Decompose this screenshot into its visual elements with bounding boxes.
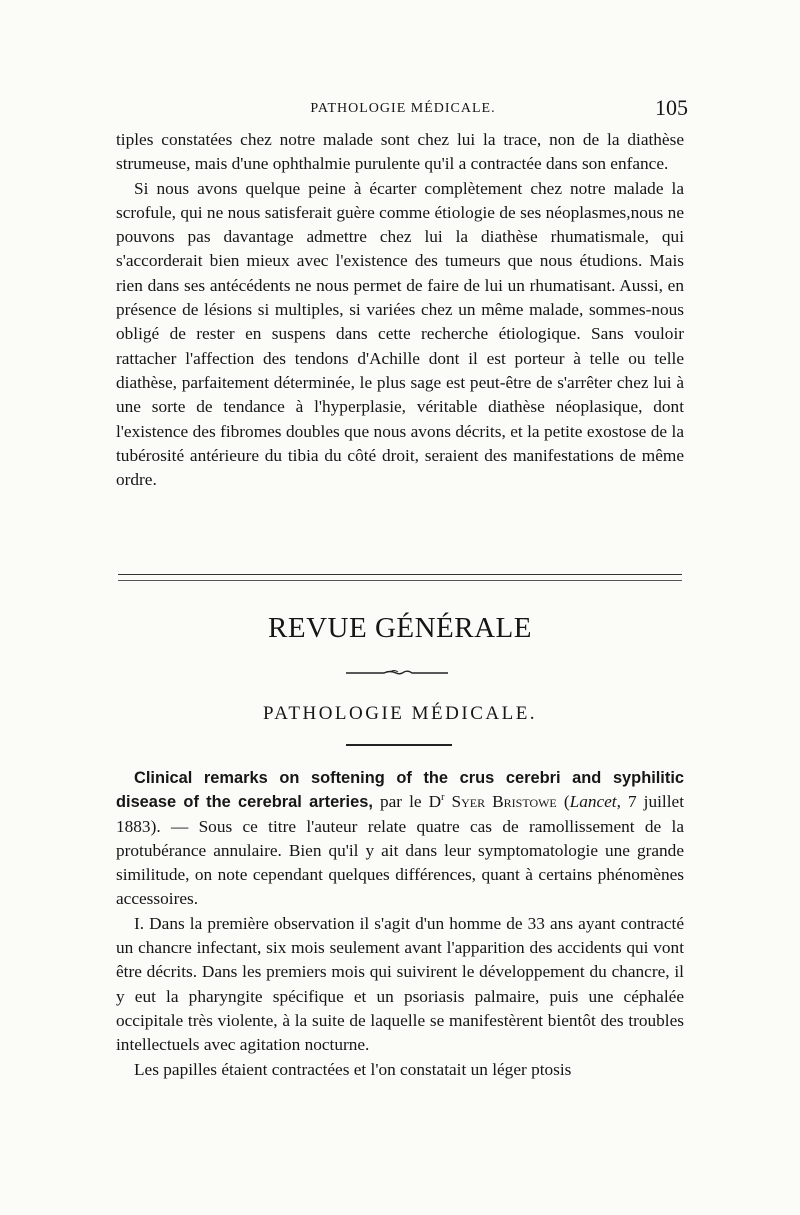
running-title: PATHOLOGIE MÉDICALE. bbox=[310, 101, 496, 116]
paragraph-continuation: tiples constatées chez notre malade sont chez lui la trace, non de la diathèse strumeuse, mais d'une ophthalmie purulente qu'il a contractée dans son enfance. bbox=[116, 130, 684, 174]
article-by-sup: r bbox=[441, 792, 445, 804]
article-source-rest: , 7 juillet 1883). — Sous ce titre l'auteur relate quatre cas de ramollissement de la protubérance annulaire. Bien qu'il y ait dans leur symptomatologie une grande similitude, on note cependant quelques différences, quant à certains phénomènes accessoires. bbox=[116, 792, 684, 909]
section-subtitle: PATHOLOGIE MÉDICALE. bbox=[262, 703, 538, 724]
ornament-flourish bbox=[344, 668, 450, 676]
body-text bbox=[116, 128, 684, 492]
article-by: par le D bbox=[372, 792, 442, 812]
article-author: Syer Bristowe bbox=[444, 792, 557, 812]
article-paragraph-3: Les papilles étaient contractées et l'on constatait un léger ptosis bbox=[134, 1059, 572, 1079]
section-divider bbox=[118, 574, 682, 581]
article-text bbox=[116, 766, 684, 1082]
paragraph-etiology: Si nous avons quelque peine à écarter complètement chez notre malade la scrofule, qui ne nous satisferait guère comme étiologie de ses néoplasmes,nous ne pouvons pas davantage admettre chez lui la diathèse rhumatismale, qui s'accorderait bien mieux avec l'existence des tumeurs que nous étudions. Mais rien dans ses antécédents ne nous permet de faire de lui un rhumatisant. Aussi, en présence de lésions si multiples, si variées chez un même malade, sommes-nous obligé de rester en suspens dans cette recherche étiologique. Sans vouloir rattacher l'affection des tendons d'Achille dont il est porteur à telle ou telle diathèse, parfaitement déterminée, le plus sage est peut-être de s'arrêter chez lui à une sorte de tendance à l'hyperplasie, véritable diathèse néoplasique, dont l'existence des fibromes doubles que nous avons décrits, et la petite exostose de la tubérosité antérieure du tibia du côté droit, seraient des manifestations de même ordre. bbox=[116, 178, 684, 490]
article-source-open: ( bbox=[556, 792, 570, 812]
article-paragraph-1 bbox=[116, 766, 684, 912]
article-title: Clinical remarks on softening of the crus cerebri and syphilitic disease of the cerebral arteries, bbox=[116, 769, 684, 812]
article-source: Lancet bbox=[569, 792, 617, 812]
page-number: 105 bbox=[655, 95, 688, 120]
short-rule bbox=[346, 744, 452, 746]
article-paragraph-2: I. Dans la première observation il s'agit d'un homme de 33 ans ayant contracté un chancre infectant, six mois seulement avant l'apparition des accidents qui vont être décrits. Dans les premiers mois qui suivirent le développement du chancre, il y eut la pharyngite spécifique et un psoriasis palmaire, puis une céphalée occipitale très violente, à la suite de laquelle se manifestèrent bientôt des troubles intellectuels avec agitation nocturne. bbox=[116, 913, 684, 1055]
running-head bbox=[118, 95, 688, 123]
section-title: REVUE GÉNÉRALE bbox=[268, 612, 532, 644]
